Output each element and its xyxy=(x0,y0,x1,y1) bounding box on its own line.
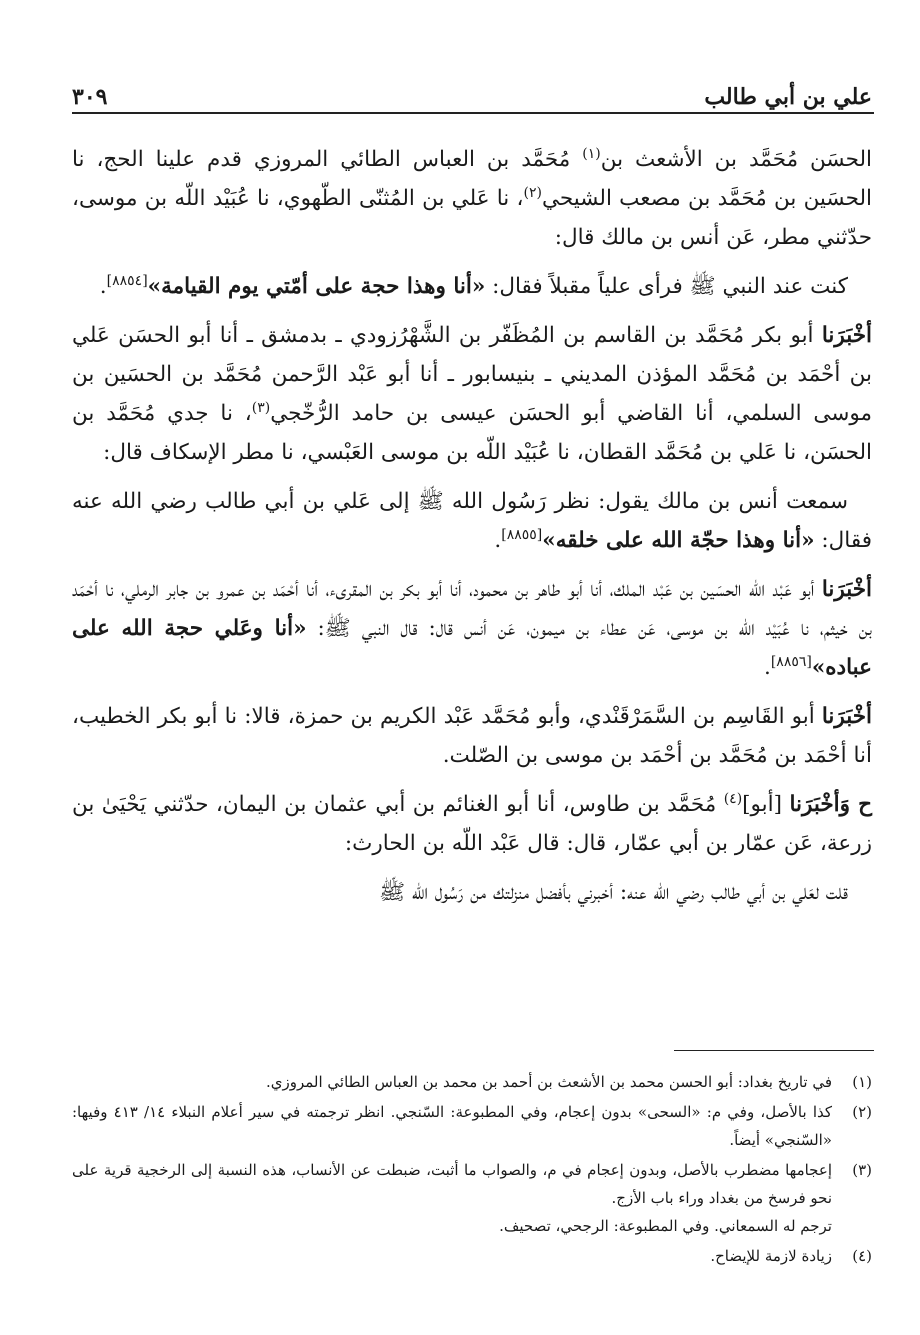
narration-lead: ح وَأخْبَرَنا xyxy=(789,792,872,817)
footnote-text xyxy=(72,1242,832,1270)
text-segment: قلت لعَلي بن أبي طالب رضي الله عنه: أخبرني بأفضل منزلتك من رَسُول الله ﷺ xyxy=(379,880,848,905)
footnote-marker: (٤) xyxy=(723,790,743,807)
footnote-text xyxy=(72,1156,832,1240)
footnote-line: زيادة لازمة للإيضاح. xyxy=(710,1247,832,1265)
text-segment: الحسَن مُحَمَّد بن الأشعث بن xyxy=(600,147,872,172)
footnote xyxy=(72,1156,872,1240)
narration-lead: أخْبَرَنا xyxy=(821,704,872,729)
footnote-marker: (٢) xyxy=(523,184,542,201)
footnote xyxy=(72,1098,872,1154)
paragraph-p2 xyxy=(72,267,872,306)
footnote-number: (٣) xyxy=(852,1161,872,1179)
footnote-number: (٤) xyxy=(852,1247,872,1265)
footnote-marker: (١) xyxy=(582,145,601,162)
text-segment: مُحَمَّد بن طاوس، أنا أبو الغنائم بن أبي عثمان بن اليمان، حدّثني يَحْيَىٰ بن زرعة، عَن عمّار بن أبي عمّار، قال: قال عَبْد اللّه بن الحارث: xyxy=(72,792,872,856)
paragraph-p1 xyxy=(72,140,872,257)
text-segment: سمعت أنس بن مالك يقول: نظر رَسُول الله ﷺ إلى عَلي بن أبي طالب رضي الله عنه فقال: xyxy=(72,489,872,553)
text-segment: [أبو] xyxy=(742,792,790,817)
header-rule xyxy=(72,112,874,114)
footnote-line: في تاريخ بغداد: أبو الحسن محمد بن الأشعث بن أحمد بن محمد بن العباس الطائي المروزي. xyxy=(265,1073,832,1091)
main-text xyxy=(72,140,872,922)
paragraph-p5 xyxy=(72,570,872,687)
footnote-line: إعجامها مضطرب بالأصل، وبدون إعجام في م، والصواب ما أثبت، ضبطت عن الأنساب، هذه النسبة إلى الرخجية قرية على نحو فرسخ من بغداد وراء باب الأزج. xyxy=(72,1161,832,1207)
text-segment: . xyxy=(763,655,771,680)
page-header xyxy=(72,70,872,110)
footnote-line: كذا بالأصل، وفي م: «السحى» بدون إعجام، وفي المطبوعة: السّنجي. انظر ترجمته في سير أعلام النبلاء ١٤/ ٤١٣ وفيها: «السّنجي» أيضاً. xyxy=(72,1103,833,1149)
paragraph-p7 xyxy=(72,785,872,863)
text-segment: أبو عَبْد اللّه الحسَين بن عَبْد الملك، أنا أبو طاهر بن محمود، أنا أبو بكر بن المقرىء، أنا أحْمَد بن عمرو بن جابر الرملي، نا أحْمَد بن خيثم، نا عُبَيْد اللّه بن موسى، عَن عطاء بن ميمون، عَن أنس قال: قال النبي ﷺ: xyxy=(72,577,872,641)
text-segment: كنت عند النبي ﷺ فرأى علياً مقبلاً فقال: xyxy=(485,274,848,299)
hadith-number: [٨٨٥٥] xyxy=(501,526,543,543)
footnote-number: (١) xyxy=(852,1073,872,1091)
footnote xyxy=(72,1242,872,1270)
text-segment: . xyxy=(99,274,107,299)
footnote-rule xyxy=(674,1050,874,1051)
footnote-number: (٢) xyxy=(852,1103,872,1121)
hadith-quote: «أنا وعَلي حجة الله على عباده» xyxy=(72,616,872,680)
paragraph-p8 xyxy=(72,873,872,912)
page-number: ٣٠٩ xyxy=(72,84,108,110)
hadith-number: [٨٨٥٦] xyxy=(770,653,812,670)
paragraph-p3 xyxy=(72,316,872,472)
narration-lead: أخْبَرَنا xyxy=(821,323,872,348)
text-segment: مُحَمَّد بن العباس الطائي المروزي قدم علينا الحج، نا الحسَين بن مُحَمَّد بن مصعب الشيحي xyxy=(72,147,873,211)
footnote xyxy=(72,1068,872,1096)
paragraph-p6 xyxy=(72,697,872,775)
footnote-marker: (٣) xyxy=(251,399,271,416)
footnotes xyxy=(72,1068,872,1272)
text-segment: ، نا جدي مُحَمَّد بن الحسَن، نا عَلي بن مُحَمَّد القطان، نا عُبَيْد اللّه بن موسى العَبْسي، نا مطر الإسكاف قال: xyxy=(72,401,872,465)
footnote-text xyxy=(72,1098,832,1154)
footnote-line: ترجم له السمعاني. وفي المطبوعة: الرجحي، تصحيف. xyxy=(499,1217,832,1235)
running-title: علي بن أبي طالب xyxy=(704,84,872,110)
text-segment: أبو بكر مُحَمَّد بن القاسم بن المُظَفّر بن الشَّهْرُزودي ـ بدمشق ـ أنا أبو الحسَن عَلي بن أحْمَد بن مُحَمَّد المؤذن المديني ـ بنيسابور ـ أنا أبو عَبْد الرَّحمن مُحَمَّد بن الحسَين بن موسى السلمي، أنا القاضي أبو الحسَن عيسى بن حامد الرُّخّجي xyxy=(72,323,872,426)
text-segment: . xyxy=(494,528,502,553)
hadith-quote: «أنا وهذا حجة على أمّتي يوم القيامة» xyxy=(147,274,486,299)
text-segment: ، نا عَلي بن المُثنّى الطّهوي، نا عُبَيْد اللّه بن موسى، حدّثني مطر، عَن أنس بن مالك قال: xyxy=(72,186,872,250)
paragraph-p4 xyxy=(72,482,872,560)
narration-lead: أخْبَرَنا xyxy=(821,577,872,602)
hadith-quote: «أنا وهذا حجّة الله على خلقه» xyxy=(542,528,815,553)
text-segment: أبو القَاسِم بن السَّمَرْقَنْدي، وأبو مُحَمَّد عَبْد الكريم بن حمزة، قالا: نا أبو بكر الخطيب، أنا أحْمَد بن مُحَمَّد بن أحْمَد بن موسى بن الصّلت. xyxy=(72,704,872,768)
footnote-text xyxy=(72,1068,832,1096)
hadith-number: [٨٨٥٤] xyxy=(106,272,148,289)
